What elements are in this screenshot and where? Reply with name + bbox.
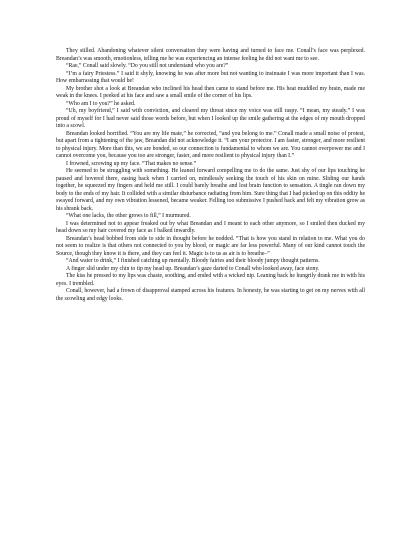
paragraph: “And water to drink,” I finished catching up mentally. Bloody fairies and their bloody jumpy thought patterns.: [66, 258, 320, 264]
paragraph: I frowned, screwing up my face. “That makes no sense.”: [66, 160, 197, 167]
paragraph: My brother shot a look at Breandan who inclined his head then came to stand before me. His heat muddled my brain, made me weak in the knees. I peeked at his face and saw a small smile of the corner of his lips.: [56, 85, 365, 99]
paragraph: I was determined not to appear freaked out by what Breandan and I meant to each other anymore, so I smiled then ducked my head down so my hair covered my face as I balked inwardly.: [56, 220, 365, 234]
paragraph: The kiss he pressed to my lips was chaste, soothing, and ended with a wicked nip. Leaning back he hungrily drank me in with his eyes. I trembled.: [56, 273, 365, 287]
paragraph: They stilled. Abandoning whatever silent conversation they were having and turned to face me. Conall’s face was perplexed. Breandan’s was smooth, emotionless, telling me he was experiencing an intense feeling he did not want me to see.: [56, 48, 365, 62]
paragraph: “I’m a fairy Priestess.” I said it shyly, knowing he was after more but not wanting to insinuate I was more important than I was. How embarrassing that would be!: [56, 70, 365, 84]
paragraph: “Uh, my boyfriend,” I said with conviction, and cleared my throat since my voice was still raspy. “I mean, my steady.” I was proud of myself for I had never said those words before, but when I looked up the smile gathering at the edges of my mouth dropped into a scowl.: [56, 108, 365, 129]
book-page-text: [56, 48, 365, 303]
paragraph: He seemed to be struggling with something. He leaned forward compelling me to do the same. Just shy of our lips touching he paused and hovered there, easing back when I carried on, mindlessly seeking the touch of his skin on mine. Sliding our hands together, he squeezed my fingers and held me still. I could barely breathe and lost brain function to sensation. A tingle ran down my body to the ends of my hair. It collided with a similar disturbance radiating from him. Sure thing that I had picked up on this oddity he swayed forward, and my own vibration lessened, became weaker. Felling too submissive I pushed back and felt my vibration grow as his shrank back.: [56, 168, 365, 212]
paragraph: “What one lacks, the other grows to fill,” I murmured.: [66, 213, 191, 219]
paragraph: Conall, however, had a frown of disapproval stamped across his features. In honesty, he was starting to get on my nerves with all the scowling and edgy looks.: [56, 288, 365, 302]
paragraph: “Rae,” Conall said slowly. “Do you still not understand who you are?”: [66, 63, 229, 69]
paragraph: Breandan looked horrified. “You are my life mate,” he corrected, “and you belong to me.” Conall made a small noise of protest, but apart from a tightening of the jaw, Breandan did not acknowledge it. “I am your protector. I am faster, stronger, and more resilient to physical injury. More than this, we are bonded, so our connection is fundamental to whom we are. You cannot overpower me and I cannot overcome you, because you too are stronger, faster, and more resilient to physical injury than I.”: [56, 130, 365, 159]
paragraph: Breandan’s head bobbed from side to side in thought before he nodded. “That is how you stand in relation to me. What you do not seem to realize is that others not connected to you by blood, or magic are far less powerful. Many of our kind cannot touch the Source, though they know it is there, and they can feel it. Magic is to us as air is to breathe–”: [56, 235, 365, 257]
paragraph: “Who am I to you?” he asked.: [66, 100, 136, 107]
paragraph: A finger slid under my chin to tip my head up. Breandan’s gaze darted to Conall who looked away, face stony.: [66, 265, 320, 272]
